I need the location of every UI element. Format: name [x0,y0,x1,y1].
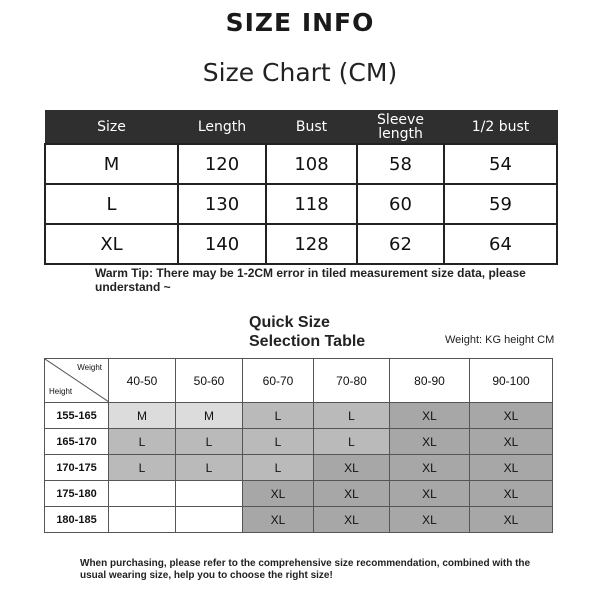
table-row [45,144,557,184]
column-header-half-bust: 1/2 bust [444,111,557,145]
corner-height-label: Height [49,387,73,396]
unit-note: Weight: KG height CM [445,334,555,346]
table-cell: 62 [357,224,444,264]
table-row [45,429,553,455]
size-cell [109,481,176,507]
height-range-label: 175-180 [45,481,109,507]
size-cell: XL [390,455,470,481]
quick-size-body [45,403,553,533]
size-cell: XL [390,481,470,507]
table-row [45,507,553,533]
size-cell [176,507,243,533]
size-cell: L [176,429,243,455]
size-cell [109,507,176,533]
table-row [45,481,553,507]
quick-size-title [249,313,365,351]
table-cell: 118 [266,184,357,224]
table-cell: 130 [178,184,266,224]
weight-range-header: 50-60 [176,359,243,403]
size-cell: XL [314,455,390,481]
column-header-length: Length [178,111,266,145]
size-cell: XL [470,429,553,455]
column-header-size: Size [45,111,178,145]
table-row [45,455,553,481]
weight-range-header: 90-100 [470,359,553,403]
size-cell: L [109,455,176,481]
size-cell: XL [470,455,553,481]
weight-range-header: 80-90 [390,359,470,403]
size-cell: XL [470,507,553,533]
table-row [45,224,557,264]
table-cell: 60 [357,184,444,224]
table-cell: 64 [444,224,557,264]
table-cell: 128 [266,224,357,264]
size-cell: XL [243,481,314,507]
weight-range-header: 60-70 [243,359,314,403]
column-header-sleeve-length: Sleeve length [357,111,444,145]
size-cell: XL [390,507,470,533]
quick-size-title-line2: Selection Table [249,333,366,350]
weight-range-header: 70-80 [314,359,390,403]
size-cell: L [243,429,314,455]
size-cell: XL [470,481,553,507]
warm-tip-note: Warm Tip: There may be 1-2CM error in tiled measurement size data, please understand ~ [95,266,526,294]
size-cell: XL [390,429,470,455]
height-range-label: 165-170 [45,429,109,455]
size-cell: M [176,403,243,429]
table-cell: L [45,184,178,224]
table-cell: XL [45,224,178,264]
size-cell: XL [243,507,314,533]
table-cell: 120 [178,144,266,184]
size-chart-table [44,110,558,265]
size-cell: L [314,429,390,455]
size-cell: L [243,403,314,429]
table-cell: 59 [444,184,557,224]
footer-note: When purchasing, please refer to the comprehensive size recommendation, combined with the usual wearing size, help you to choose the right size! [80,558,531,581]
weight-range-header: 40-50 [109,359,176,403]
height-range-label: 155-165 [45,403,109,429]
table-cell: 58 [357,144,444,184]
table-row [45,184,557,224]
table-cell: 108 [266,144,357,184]
height-range-label: 180-185 [45,507,109,533]
table-row [45,403,553,429]
height-range-label: 170-175 [45,455,109,481]
corner-cell [45,359,109,403]
corner-weight-label: Weight [77,363,102,372]
size-cell: XL [314,507,390,533]
size-cell: M [109,403,176,429]
size-cell: L [243,455,314,481]
quick-size-header-row [45,359,553,403]
size-chart-title: Size Chart (CM) [202,58,398,87]
size-cell: L [109,429,176,455]
size-cell [176,481,243,507]
table-cell: 54 [444,144,557,184]
size-cell: XL [470,403,553,429]
table-cell: M [45,144,178,184]
size-cell: XL [390,403,470,429]
quick-size-table [44,358,553,533]
column-header-bust: Bust [266,111,357,145]
table-cell: 140 [178,224,266,264]
page-title: SIZE INFO [225,8,375,37]
size-cell: L [176,455,243,481]
size-chart-header-row [45,111,557,145]
size-cell: L [314,403,390,429]
quick-size-title-line1: Quick Size [249,314,330,331]
size-cell: XL [314,481,390,507]
